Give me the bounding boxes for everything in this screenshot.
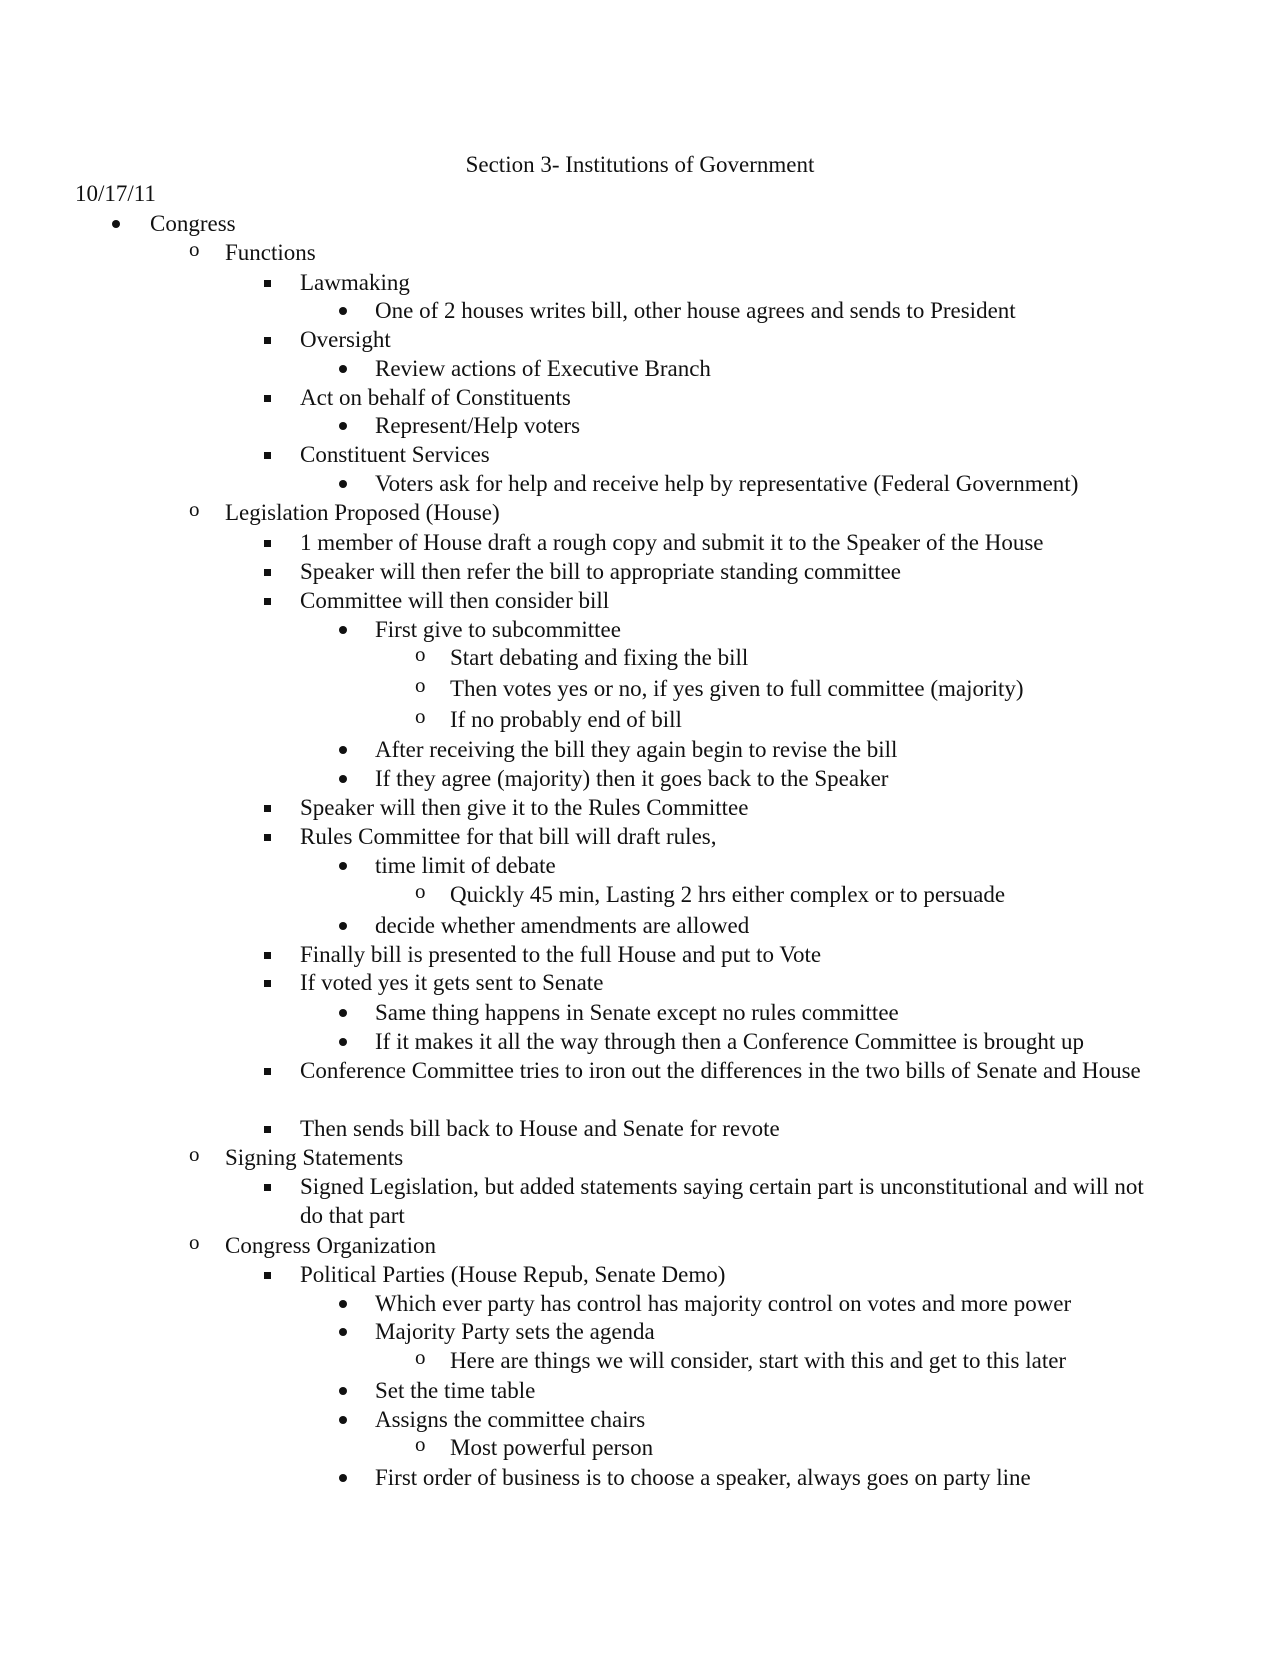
outline-item-text: Majority Party sets the agenda xyxy=(375,1319,655,1344)
bullet-square-icon xyxy=(264,1184,271,1191)
outline-item-text: 1 member of House draft a rough copy and submit it to the Speaker of the House xyxy=(300,530,1044,555)
outline-item-text: Here are things we will consider, start with this and get to this later xyxy=(450,1348,1067,1373)
outline-item-level-2 xyxy=(0,1260,1280,1289)
outline-item-level-3 xyxy=(0,411,1280,440)
bullet-disc-icon xyxy=(339,1009,347,1017)
outline-item-level-3 xyxy=(0,998,1280,1027)
bullet-disc-icon xyxy=(339,422,347,430)
bullet-disc-icon xyxy=(339,1038,347,1046)
outline-item-level-3 xyxy=(0,735,1280,764)
outline-item-level-2 xyxy=(0,822,1280,851)
outline-item-text: Political Parties (House Repub, Senate Demo) xyxy=(300,1262,726,1287)
outline-item-text: Act on behalf of Constituents xyxy=(300,385,571,410)
outline-item-level-2 xyxy=(0,268,1280,297)
bullet-circle-icon: o xyxy=(415,879,426,903)
bullet-square-icon xyxy=(264,452,271,459)
outline-item-text: Then sends bill back to House and Senate for revote xyxy=(300,1116,780,1141)
bullet-circle-icon: o xyxy=(189,1230,200,1254)
outline-item-level-3 xyxy=(0,764,1280,793)
bullet-disc-icon xyxy=(339,1474,347,1482)
bullet-circle-icon: o xyxy=(415,673,426,697)
bullet-square-icon xyxy=(264,1272,271,1279)
bullet-square-icon xyxy=(264,569,271,576)
outline-item-text: Then votes yes or no, if yes given to full committee (majority) xyxy=(450,676,1024,701)
outline-item-level-1 xyxy=(0,1143,1280,1172)
bullet-disc-icon xyxy=(339,307,347,315)
outline-item-text: Conference Committee tries to iron out the differences in the two bills of Senate and House xyxy=(300,1058,1141,1083)
outline-item-text: Which ever party has control has majority control on votes and more power xyxy=(375,1291,1072,1316)
outline-item-level-3 xyxy=(0,1317,1280,1346)
outline-item-level-2 xyxy=(0,325,1280,354)
outline-item-text: Lawmaking xyxy=(300,270,410,295)
bullet-square-icon xyxy=(264,834,271,841)
outline-item-level-2 xyxy=(0,1114,1280,1143)
bullet-disc-icon xyxy=(339,922,347,930)
outline-item-text: Assigns the committee chairs xyxy=(375,1407,646,1432)
outline-item-level-2 xyxy=(0,557,1280,586)
outline-item-level-2 xyxy=(0,586,1280,615)
outline-item-level-4 xyxy=(0,880,1280,909)
bullet-disc-icon xyxy=(112,220,120,228)
outline-item-text: Speaker will then refer the bill to appropriate standing committee xyxy=(300,559,901,584)
bullet-disc-icon xyxy=(339,480,347,488)
outline-item-text: Finally bill is presented to the full House and put to Vote xyxy=(300,942,822,967)
bullet-circle-icon: o xyxy=(415,1345,426,1369)
document-date: 10/17/11 xyxy=(75,181,156,206)
outline-item-text: Start debating and fixing the bill xyxy=(450,645,749,670)
bullet-circle-icon: o xyxy=(415,1432,426,1456)
bullet-square-icon xyxy=(264,805,271,812)
bullet-circle-icon: o xyxy=(415,704,426,728)
outline-item-text: Speaker will then give it to the Rules Committee xyxy=(300,795,749,820)
outline-item-level-2 xyxy=(0,440,1280,469)
outline-item-level-1 xyxy=(0,1231,1280,1260)
outline-item-text: Represent/Help voters xyxy=(375,413,581,438)
outline-item-level-3 xyxy=(0,1405,1280,1434)
outline-item-text: Rules Committee for that bill will draft rules, xyxy=(300,824,717,849)
outline-item-text: Signing Statements xyxy=(225,1145,404,1170)
bullet-disc-icon xyxy=(339,1300,347,1308)
outline-item-text: Voters ask for help and receive help by representative (Federal Government) xyxy=(375,471,1079,496)
outline-item-text: Signed Legislation, but added statements saying certain part is unconstitutional and will not do that part xyxy=(300,1174,1144,1228)
outline-item-level-2 xyxy=(0,793,1280,822)
outline-item-text: time limit of debate xyxy=(375,853,556,878)
outline-item-level-2 xyxy=(0,1172,1280,1228)
outline-item-text: Legislation Proposed (House) xyxy=(225,500,500,525)
outline-item-text: Congress Organization xyxy=(225,1233,437,1258)
outline-item-text: After receiving the bill they again begin to revise the bill xyxy=(375,737,898,762)
outline-item-text: Quickly 45 min, Lasting 2 hrs either complex or to persuade xyxy=(450,882,1006,907)
outline-item-level-3 xyxy=(0,911,1280,940)
outline-item-text: If no probably end of bill xyxy=(450,707,682,732)
outline-item-level-2 xyxy=(0,1056,1280,1085)
outline-item-text: Committee will then consider bill xyxy=(300,588,610,613)
bullet-disc-icon xyxy=(339,862,347,870)
bullet-square-icon xyxy=(264,598,271,605)
outline-item-level-2 xyxy=(0,940,1280,969)
bullet-circle-icon: o xyxy=(415,642,426,666)
bullet-disc-icon xyxy=(339,626,347,634)
outline-item-text: Oversight xyxy=(300,327,391,352)
bullet-disc-icon xyxy=(339,1387,347,1395)
outline-item-text: If they agree (majority) then it goes back to the Speaker xyxy=(375,766,889,791)
bullet-square-icon xyxy=(264,280,271,287)
outline-item-text: Constituent Services xyxy=(300,442,490,467)
bullet-square-icon xyxy=(264,540,271,547)
document-title: Section 3- Institutions of Government xyxy=(465,152,815,177)
bullet-circle-icon: o xyxy=(189,237,200,261)
outline-item-level-3 xyxy=(0,1027,1280,1056)
bullet-disc-icon xyxy=(339,746,347,754)
bullet-square-icon xyxy=(264,980,271,987)
outline-item-level-4 xyxy=(0,1346,1280,1375)
outline-item-level-2 xyxy=(0,968,1280,997)
outline-item-text: decide whether amendments are allowed xyxy=(375,913,750,938)
outline-item-text: If it makes it all the way through then a Conference Committee is brought up xyxy=(375,1029,1084,1054)
outline-item-text: First give to subcommittee xyxy=(375,617,621,642)
outline-item-level-4 xyxy=(0,643,1280,672)
outline-item-level-3 xyxy=(0,851,1280,880)
outline-item-text: Most powerful person xyxy=(450,1435,654,1460)
bullet-disc-icon xyxy=(339,1328,347,1336)
bullet-square-icon xyxy=(264,337,271,344)
bullet-square-icon xyxy=(264,395,271,402)
outline-item-level-3 xyxy=(0,469,1280,498)
outline-item-text: First order of business is to choose a speaker, always goes on party line xyxy=(375,1465,1031,1490)
bullet-square-icon xyxy=(264,952,271,959)
outline-item-level-3 xyxy=(0,1289,1280,1318)
outline-item-level-2 xyxy=(0,528,1280,557)
outline-item-level-3 xyxy=(0,296,1280,325)
outline-item-level-3 xyxy=(0,354,1280,383)
bullet-square-icon xyxy=(264,1068,271,1075)
outline-item-level-1 xyxy=(0,498,1280,527)
outline-item-text: Same thing happens in Senate except no rules committee xyxy=(375,1000,899,1025)
outline-item-level-4 xyxy=(0,1433,1280,1462)
outline-item-level-0 xyxy=(0,209,1280,238)
outline-item-level-3 xyxy=(0,1376,1280,1405)
outline-item-text: If voted yes it gets sent to Senate xyxy=(300,970,604,995)
outline-item-level-4 xyxy=(0,674,1280,703)
outline-item-text: One of 2 houses writes bill, other house agrees and sends to President xyxy=(375,298,1016,323)
bullet-disc-icon xyxy=(339,365,347,373)
outline-item-level-4 xyxy=(0,705,1280,734)
outline-item-text: Review actions of Executive Branch xyxy=(375,356,711,381)
outline-item-level-2 xyxy=(0,383,1280,412)
bullet-disc-icon xyxy=(339,775,347,783)
bullet-disc-icon xyxy=(339,1416,347,1424)
outline-item-level-3 xyxy=(0,615,1280,644)
outline-item-level-3 xyxy=(0,1463,1280,1492)
outline-item-text: Congress xyxy=(150,211,236,236)
outline-item-text: Set the time table xyxy=(375,1378,536,1403)
outline-item-text: Functions xyxy=(225,240,316,265)
outline-item-level-1 xyxy=(0,238,1280,267)
bullet-circle-icon: o xyxy=(189,497,200,521)
bullet-circle-icon: o xyxy=(189,1142,200,1166)
bullet-square-icon xyxy=(264,1126,271,1133)
